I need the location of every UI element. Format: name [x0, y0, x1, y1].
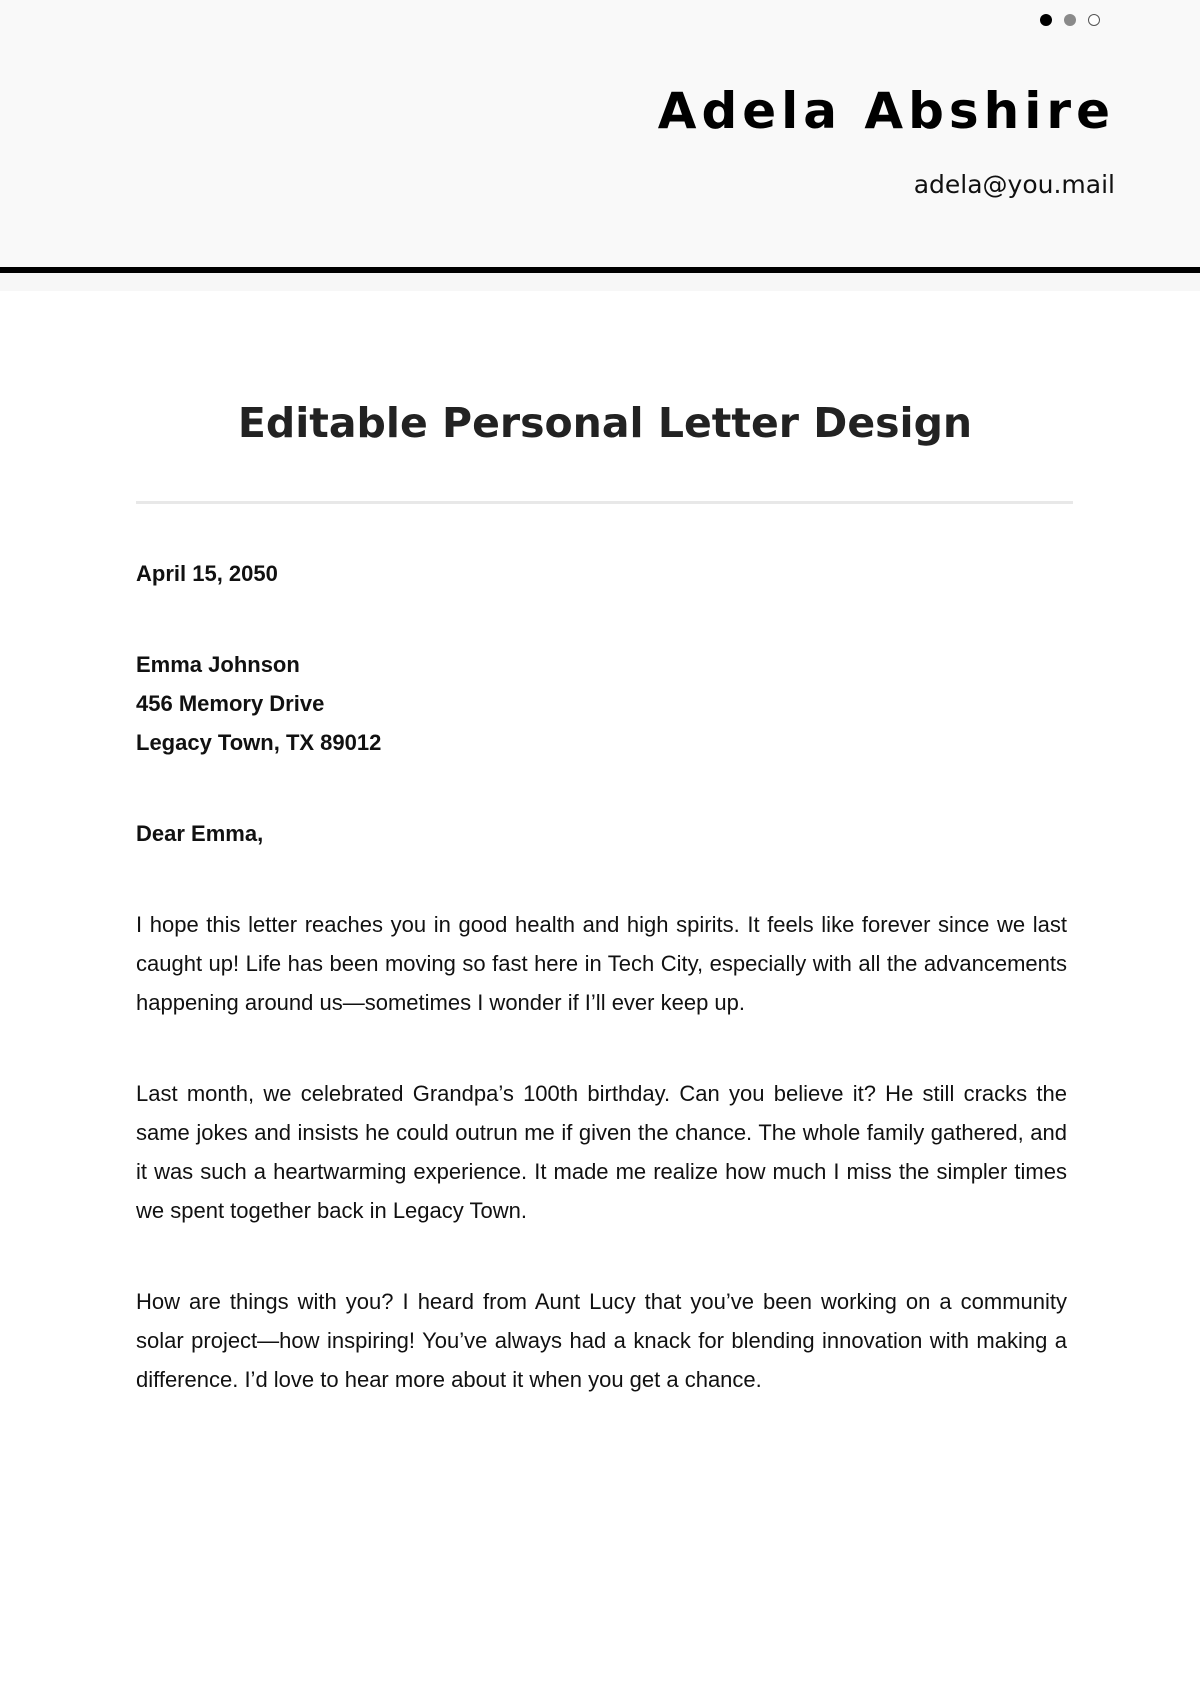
author-email: adela@you.mail	[913, 170, 1115, 199]
title-divider	[136, 501, 1073, 504]
recipient-street: 456 Memory Drive	[136, 691, 325, 716]
body-paragraph: I hope this letter reaches you in good health and high spirits. It feels like forever since we last caught up! Life has been moving so fast here in Tech City, especially with all the advancements happening around us—sometimes I wonder if I’ll ever keep up.	[136, 912, 1067, 1015]
letterhead	[0, 0, 1200, 267]
recipient-city: Legacy Town, TX 89012	[136, 730, 382, 755]
dot-icon	[1040, 14, 1052, 26]
letter-body	[136, 554, 1067, 1451]
letter-date: April 15, 2050	[136, 561, 278, 586]
dot-icon	[1064, 14, 1076, 26]
decorative-dots	[1040, 14, 1100, 26]
body-paragraph: How are things with you? I heard from Aunt Lucy that you’ve been working on a community solar project—how inspiring! You’ve always had a knack for blending innovation with making a difference. I’d love to hear more about it when you get a chance.	[136, 1289, 1067, 1392]
header-divider-shadow	[0, 273, 1200, 291]
recipient-name: Emma Johnson	[136, 652, 300, 677]
document-title: Editable Personal Letter Design	[237, 399, 973, 447]
dot-icon	[1088, 14, 1100, 26]
author-name: Adela Abshire	[657, 82, 1115, 140]
recipient-address	[136, 645, 1067, 762]
salutation: Dear Emma,	[136, 821, 264, 846]
body-paragraph: Last month, we celebrated Grandpa’s 100th birthday. Can you believe it? He still cracks the same jokes and insists he could outrun me if given the chance. The whole family gathered, and it was such a heartwarming experience. It made me realize how much I miss the simpler times we spent together back in Legacy Town.	[136, 1081, 1067, 1223]
